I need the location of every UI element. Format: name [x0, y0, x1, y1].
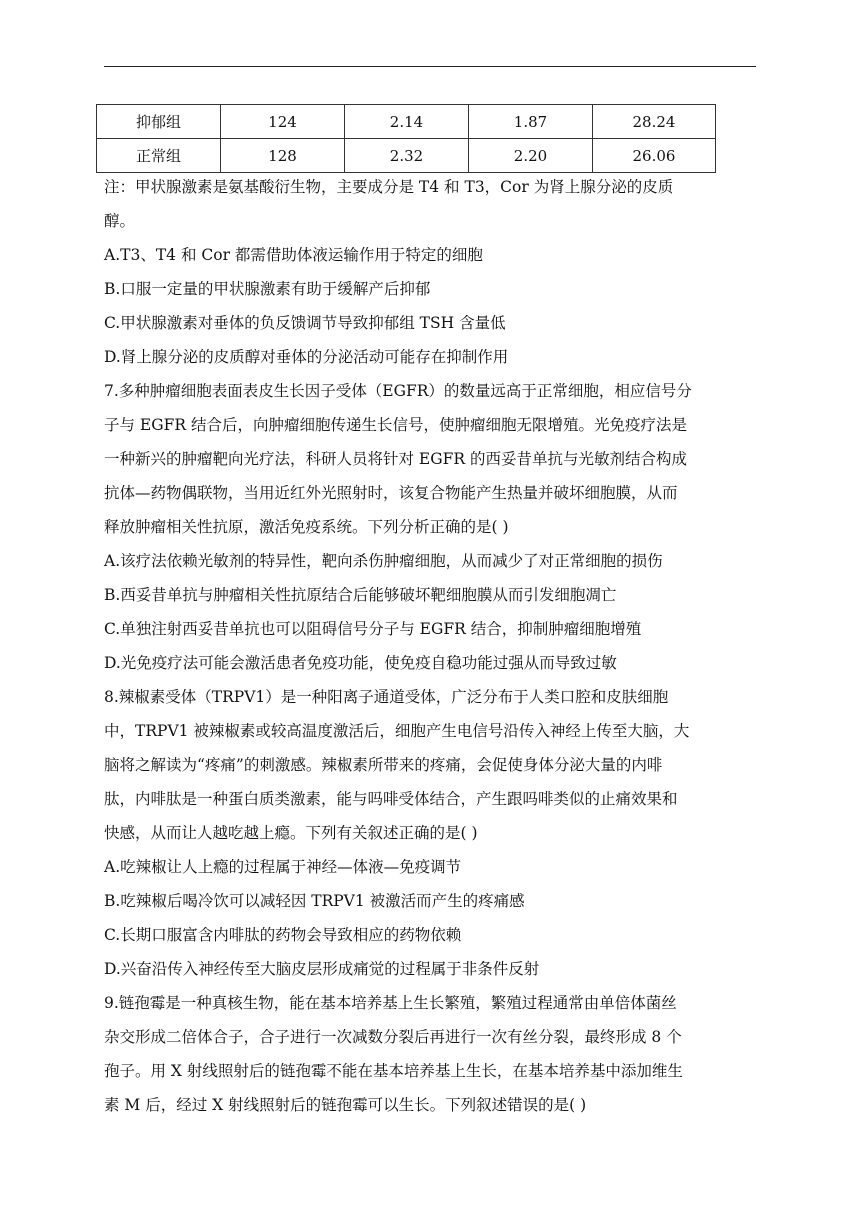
- document-body: [104, 170, 756, 1122]
- option-line: D.兴奋沿传入神经传至大脑皮层形成痛觉的过程属于非条件反射: [104, 960, 540, 978]
- table-row: [97, 139, 716, 173]
- question-7-line: 子与 EGFR 结合后，向肿瘤细胞传递生长信号，使肿瘤细胞无限增殖。光免疫疗法是: [104, 416, 687, 434]
- option-line: B.西妥昔单抗与肿瘤相关性抗原结合后能够破坏靶细胞膜从而引发细胞凋亡: [104, 586, 617, 604]
- option-line: C.长期口服富含内啡肽的药物会导致相应的药物依赖: [104, 926, 462, 944]
- option-line: C.甲状腺激素对垂体的负反馈调节导致抑郁组 TSH 含量低: [104, 314, 506, 332]
- question-7-line: 一种新兴的肿瘤靶向光疗法，科研人员将针对 EGFR 的西妥昔单抗与光敏剂结合构成: [104, 450, 687, 468]
- table-cell: 2.14: [345, 105, 469, 139]
- option-line: B.吃辣椒后喝冷饮可以减轻因 TRPV1 被激活而产生的疼痛感: [104, 892, 525, 910]
- question-9-line: 9.链孢霉是一种真核生物，能在基本培养基上生长繁殖，繁殖过程通常由单倍体菌丝: [104, 994, 677, 1012]
- option-line: A.吃辣椒让人上瘾的过程属于神经—体液—免疫调节: [104, 858, 462, 876]
- question-8-line: 8.辣椒素受体（TRPV1）是一种阳离子通道受体，广泛分布于人类口腔和皮肤细胞: [104, 688, 669, 706]
- question-9-line: 孢子。用 X 射线照射后的链孢霉不能在基本培养基上生长，在基本培养基中添加维生: [104, 1062, 683, 1080]
- table-cell: 2.20: [469, 139, 593, 173]
- option-line: D.肾上腺分泌的皮质醇对垂体的分泌活动可能存在抑制作用: [104, 348, 509, 366]
- option-line: C.单独注射西妥昔单抗也可以阻碍信号分子与 EGFR 结合，抑制肿瘤细胞增殖: [104, 620, 642, 638]
- question-8-line: 中，TRPV1 被辣椒素或较高温度激活后，细胞产生电信号沿传入神经上传至大脑，大: [104, 722, 690, 740]
- question-7-line: 释放肿瘤相关性抗原，激活免疫系统。下列分析正确的是( ): [104, 518, 509, 536]
- question-9-line: 杂交形成二倍体合子，合子进行一次减数分裂后再进行一次有丝分裂，最终形成 8 个: [104, 1028, 682, 1046]
- note-line: 注：甲状腺激素是氨基酸衍生物，主要成分是 T4 和 T3，Cor 为肾上腺分泌的皮质: [104, 178, 674, 196]
- table-cell: 128: [221, 139, 345, 173]
- option-line: A.T3、T4 和 Cor 都需借助体液运输作用于特定的细胞: [104, 246, 483, 264]
- header-rule: [104, 66, 756, 67]
- option-line: D.光免疫疗法可能会激活患者免疫功能，使免疫自稳功能过强从而导致过敏: [104, 654, 617, 672]
- note-line: 醇。: [104, 212, 136, 230]
- table-cell: 124: [221, 105, 345, 139]
- option-line: A.该疗法依赖光敏剂的特异性，靶向杀伤肿瘤细胞，从而减少了对正常细胞的损伤: [104, 552, 663, 570]
- question-8-line: 快感，从而让人越吃越上瘾。下列有关叙述正确的是( ): [104, 824, 478, 842]
- question-7-line: 7.多种肿瘤细胞表面表皮生长因子受体（EGFR）的数量远高于正常细胞，相应信号分: [104, 382, 692, 400]
- table-row: [97, 105, 716, 139]
- table-cell: 28.24: [593, 105, 716, 139]
- data-table: [96, 104, 716, 173]
- table-cell: 2.32: [345, 139, 469, 173]
- question-8-line: 肽，内啡肽是一种蛋白质类激素，能与吗啡受体结合，产生跟吗啡类似的止痛效果和: [104, 790, 678, 808]
- table-cell: 正常组: [97, 139, 221, 173]
- question-8-line: 脑将之解读为“疼痛”的刺激感。辣椒素所带来的疼痛，会促使身体分泌大量的内啡: [104, 756, 663, 774]
- question-9-line: 素 M 后，经过 X 射线照射后的链孢霉可以生长。下列叙述错误的是( ): [104, 1096, 587, 1114]
- table-cell: 1.87: [469, 105, 593, 139]
- question-7-line: 抗体—药物偶联物，当用近红外光照射时，该复合物能产生热量并破坏细胞膜，从而: [104, 484, 678, 502]
- table-cell: 抑郁组: [97, 105, 221, 139]
- table-cell: 26.06: [593, 139, 716, 173]
- option-line: B.口服一定量的甲状腺激素有助于缓解产后抑郁: [104, 280, 431, 298]
